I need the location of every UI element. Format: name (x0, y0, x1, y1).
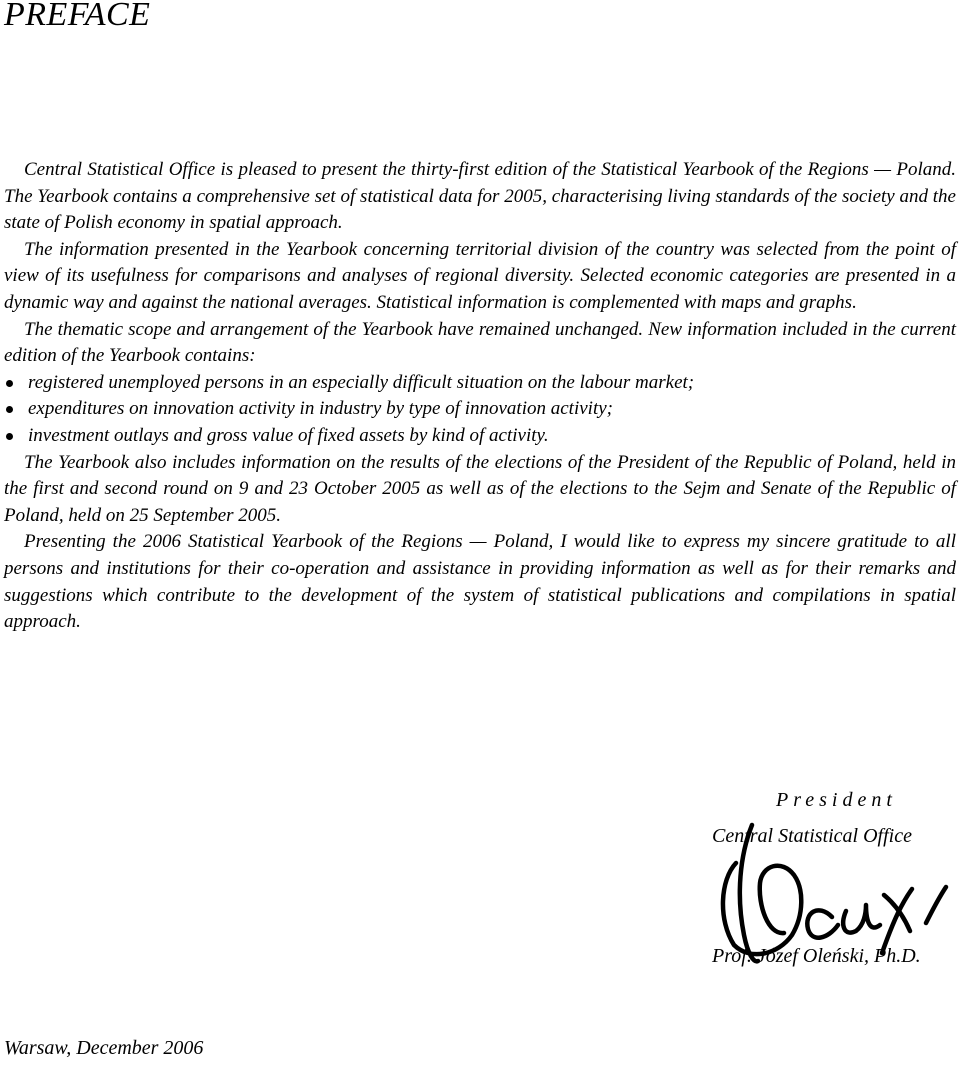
list-item (4, 370, 956, 397)
list-item (4, 396, 956, 423)
list-item (4, 423, 956, 450)
signatory-office: Central Statistical Office (712, 825, 912, 847)
preface-body (4, 157, 956, 636)
paragraph-intro: Central Statistical Office is pleased to present the thirty-first edition of the Statistical Yearbook of the Regions — Poland. The Yearbook contains a comprehensive set of statistical data for 2005, characterising living standards of the society and the state of Polish economy in spatial approach. (4, 159, 956, 234)
handwritten-signature (700, 785, 958, 975)
bullet-icon (6, 433, 13, 440)
place-and-date: Warsaw, December 2006 (4, 1037, 204, 1059)
signature-block (700, 785, 958, 975)
list-item-text: registered unemployed persons in an especially difficult situation on the labour market; (28, 371, 695, 393)
new-information-list (4, 370, 956, 450)
signatory-name: Prof. Józef Oleński, Ph.D. (712, 945, 921, 967)
bullet-icon (6, 380, 13, 387)
signatory-role: President (776, 789, 897, 811)
bullet-icon (6, 406, 13, 413)
paragraph-thematic-scope: The thematic scope and arrangement of the Yearbook have remained unchanged. New information included in the current edition of the Yearbook contains: (4, 318, 956, 367)
paragraph-gratitude: Presenting the 2006 Statistical Yearbook of the Regions — Poland, I would like to express my sincere gratitude to all persons and institutions for their co-operation and assistance in providing information as well as for their remarks and suggestions which contribute to the development of the system of statistical publications and compilations in spatial approach. (4, 531, 956, 633)
list-item-text: expenditures on innovation activity in industry by type of innovation activity; (28, 398, 613, 420)
paragraph-territorial-division: The information presented in the Yearbook concerning territorial division of the country was selected from the point of view of its usefulness for comparisons and analyses of regional diversity. Selected economic categories are presented in a dynamic way and against the national averages. Statistical information is complemented with maps and graphs. (4, 238, 956, 313)
paragraph-elections: The Yearbook also includes information on the results of the elections of the President of the Republic of Poland, held in the first and second round on 9 and 23 October 2005 as well as of the elections to the Sejm and Senate of the Republic of Poland, held on 25 September 2005. (4, 451, 956, 526)
list-item-text: investment outlays and gross value of fixed assets by kind of activity. (28, 424, 549, 446)
page-title: PREFACE (4, 0, 151, 33)
